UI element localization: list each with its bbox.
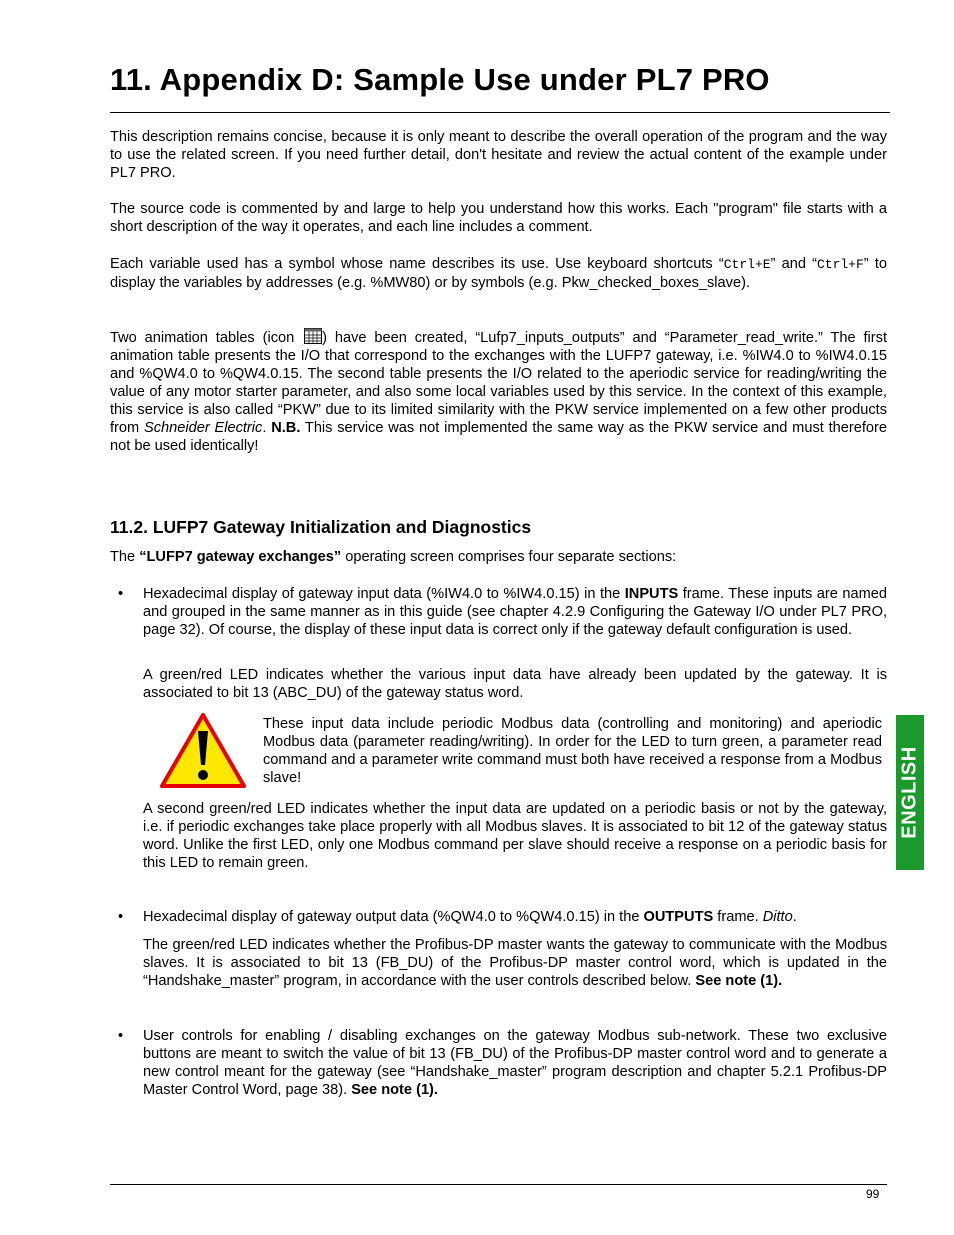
language-tab: ENGLISH	[896, 715, 924, 870]
bullet-user-controls: User controls for enabling / disabling exchanges on the gateway Modbus sub-network. These two exclusive buttons are meant to switch the value of bit 13 (FB_DU) of the Profibus-DP master control word and to generate a new control meant for the gateway (see “Handshake_master” program description and chapter 5.2.1 Profibus-DP Master Control Word, page 38). See note (1).	[143, 1028, 887, 1098]
intro-paragraph-1: This description remains concise, because it is only meant to describe the overall operation of the program and the way to use the related screen. If you need further detail, don't hesitate and review the actual content of the example under PL7 PRO.	[110, 129, 887, 181]
warning-text: These input data include periodic Modbus data (controlling and monitoring) and aperiodic Modbus data (parameter reading/writing). In order for the LED to turn green, a parameter read command and a parameter write command must both have received a response from a Modbus slave!	[263, 716, 882, 786]
shortcut-ctrl-f: Ctrl+F	[816, 257, 864, 272]
bullet-inputs: Hexadecimal display of gateway input data (%IW4.0 to %IW4.0.15) in the INPUTS frame. These inputs are named and grouped in the same manner as in this guide (see chapter 4.2.9 Configuring the Gateway I/O under PL7 PRO, page 32). Of course, the display of these input data is correct only if the gateway default configuration is used.	[143, 586, 887, 638]
shortcut-ctrl-e: Ctrl+E	[723, 257, 771, 272]
footer-rule	[110, 1184, 887, 1185]
page-number: 99	[866, 1187, 880, 1201]
intro-paragraph-4: Two animation tables (icon ) have been created, “Lufp7_inputs_outputs” and “Parameter_read_write.” The first animation table presents the I/O that correspond to the exchanges with the LUFP7 gateway, i.e. %IW4.0 to %IW4.0.15 and %QW4.0 to %QW4.0.15. The second table presents the I/O related to the aperiodic service for reading/writing the value of any motor starter parameter, and also some local variables used by this service. In the context of this example, this service is also called “PKW” due to its limited similarity with the PKW service implemented on a few other products from Schneider Electric. N.B. This service was not implemented the same way as the PKW service and must therefore not be used identically!	[110, 330, 888, 454]
bullet-outputs: Hexadecimal display of gateway output data (%QW4.0 to %QW4.0.15) in the OUTPUTS frame. Ditto.	[143, 909, 797, 925]
title-rule	[110, 112, 890, 113]
intro-paragraph-3: Each variable used has a symbol whose name describes its use. Use keyboard shortcuts “Ctrl+E” and “Ctrl+F” to display the variables by addresses (e.g. %MW80) or by symbols (e.g. Pkw_checked_boxes_slave).	[110, 256, 887, 291]
warning-icon	[160, 713, 246, 789]
outputs-led-paragraph: The green/red LED indicates whether the Profibus-DP master wants the gateway to communicate with the Modbus slaves. It is associated to bit 13 (FB_DU) of the Profibus-DP master control word, which is updated in the “Handshake_master” program, in accordance with the user controls described below. See note (1).	[143, 937, 887, 989]
bullet-marker: •	[118, 586, 124, 602]
page-title: 11. Appendix D: Sample Use under PL7 PRO	[110, 62, 770, 97]
section-heading: 11.2. LUFP7 Gateway Initialization and Diagnostics	[110, 517, 532, 537]
animation-table-icon	[304, 328, 322, 344]
bullet-marker: •	[118, 909, 124, 925]
section-lead: The “LUFP7 gateway exchanges” operating screen comprises four separate sections:	[110, 549, 677, 565]
periodic-led-paragraph: A second green/red LED indicates whether the input data are updated on a periodic basis or not by the gateway, i.e. if periodic exchanges take place properly with all Modbus slaves. It is associated to bit 12 of the gateway status word. Unlike the first LED, only one Modbus command per slave should receive a response on a periodic basis for this LED to remain green.	[143, 801, 887, 871]
intro-paragraph-2: The source code is commented by and large to help you understand how this works. Each "program" file starts with a short description of the way it operates, and each line includes a comment.	[110, 201, 887, 235]
bullet-marker: •	[118, 1028, 124, 1044]
inputs-led-paragraph: A green/red LED indicates whether the various input data have already been updated by the gateway. It is associated to bit 13 (ABC_DU) of the gateway status word.	[143, 667, 887, 701]
